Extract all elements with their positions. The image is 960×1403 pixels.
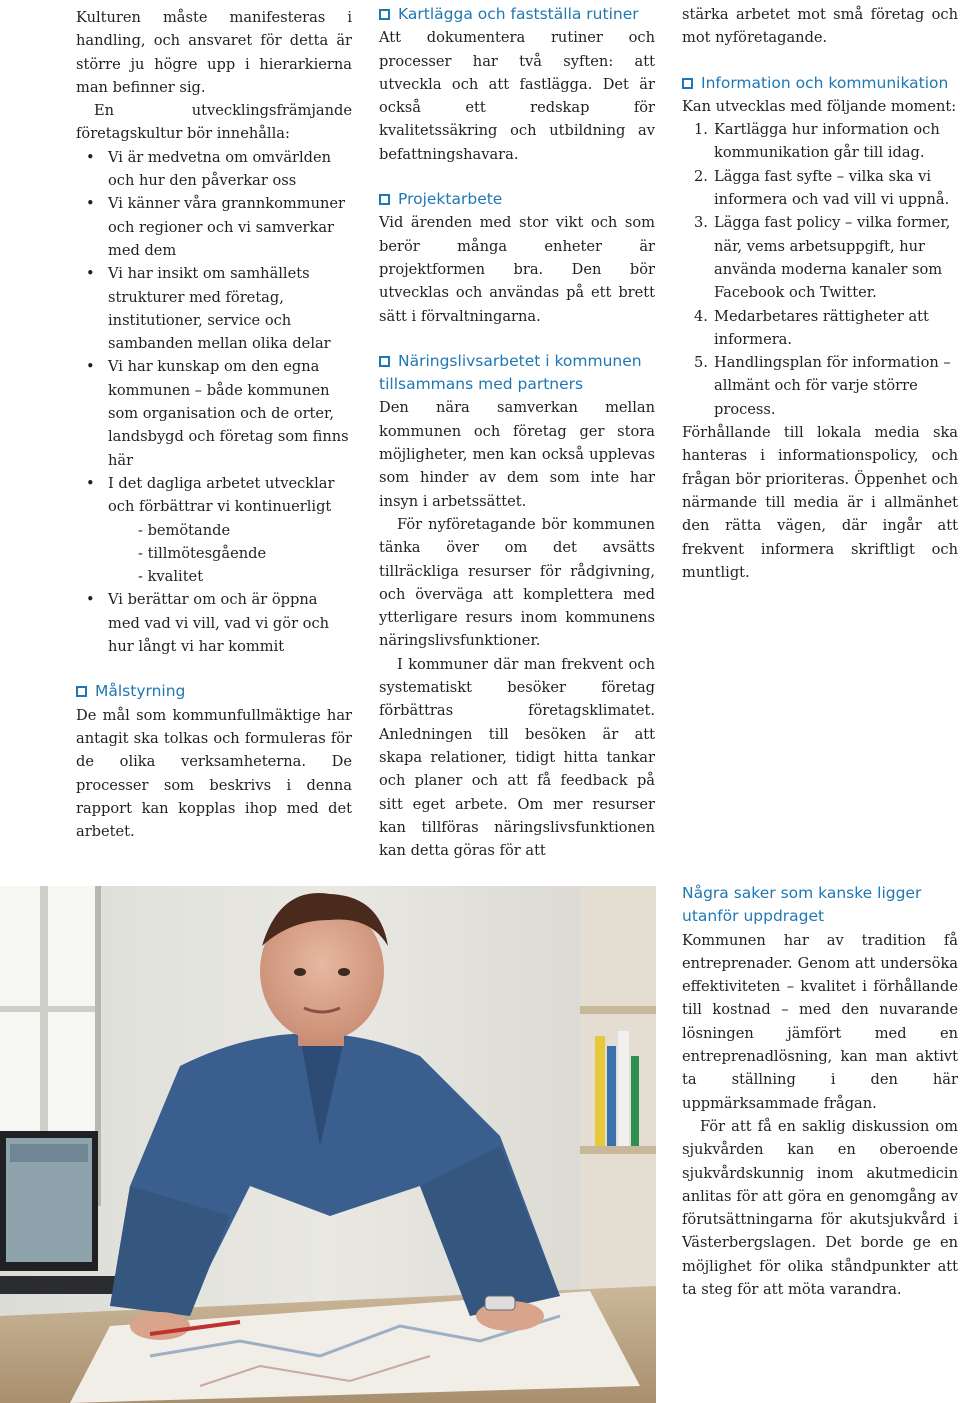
numbered-item [682, 305, 958, 352]
heading-naringsliv [379, 350, 655, 397]
column-3 [682, 3, 958, 584]
heading-projektarbete [379, 188, 655, 211]
numbered-item [682, 211, 958, 304]
item-number: 3. [694, 214, 708, 232]
paragraph-info-intro: Kan utvecklas med följande moment: [682, 97, 957, 115]
item-text: Kartlägga hur information och kommunikation går till idag. [714, 121, 940, 162]
paragraph-side-1: Kommunen har av tradition få entreprenader. Genom att undersöka effektiviteten – kvalitet i förhållande till kostnad – med den nuvarande lösningen jämfört med en entreprenadlösning, kan man aktivt ta ställning i den här uppmärksammade frågan. [682, 931, 958, 1112]
heading-label: Projektarbete [398, 190, 503, 209]
sub-item: - tillmötesgående [138, 544, 267, 562]
bullet-item: • Vi berättar om och är öppna med vad vi vill, vad vi gör och hur långt vi har kommit [76, 588, 352, 658]
sub-item: - kvalitet [138, 568, 204, 586]
checkbox-square-icon [682, 78, 693, 89]
item-number: 2. [694, 167, 708, 185]
bullet-item: • Vi har kunskap om den egna kommunen – både kommunen som organisation och de orter, landsbygd och företag som finns här [76, 355, 352, 471]
checkbox-square-icon [76, 686, 87, 697]
item-number: 4. [694, 307, 708, 325]
checkbox-square-icon [379, 194, 390, 205]
bullet-item: • Vi har insikt om samhällets strukturer med företag, institutioner, service och sambanden mellan olika delar [76, 262, 352, 355]
paragraph-continued: stärka arbetet mot små företag och mot nyföretagande. [682, 6, 958, 47]
culture-bullet-list-end [76, 588, 352, 658]
paragraph-malstyrning: De mål som kommunfullmäktige har antagit ska tolkas och formuleras för de olika verksamheterna. De processer som beskrivs i denna rapport kan kopplas ihop med det arbetet. [76, 706, 352, 841]
culture-sub-list [76, 519, 352, 589]
paragraph-naringsliv-1: Den nära samverkan mellan kommunen och företag ger stora möjligheter, men kan också upplevas som hinder av dem som inte har insyn i arbetssättet. [379, 399, 655, 510]
bullet-item: • I det dagliga arbetet utvecklar och förbättrar vi kontinuerligt [76, 472, 352, 519]
heading-label: Målstyrning [95, 682, 186, 701]
photo-illustration [0, 886, 656, 1403]
item-text: Lägga fast policy – vilka former, när, vems arbetsuppgift, hur använda moderna kanaler som Facebook och Twitter. [714, 214, 951, 302]
photo-man-at-desk [0, 886, 656, 1403]
info-numbered-list [682, 118, 958, 421]
heading-rutiner [379, 3, 655, 26]
culture-bullet-list [76, 146, 352, 519]
paragraph-projektarbete: Vid ärenden med stor vikt och som berör många enheter är projektformen bra. Den bör utvecklas och användas på ett brett sätt i förvaltningarna. [379, 214, 655, 325]
bullet-item: • Vi är medvetna om omvärlden och hur den påverkar oss [76, 146, 352, 193]
numbered-item [682, 165, 958, 212]
column-2 [379, 3, 655, 862]
paragraph-rutiner: Att dokumentera rutiner och processer har två syften: att utveckla och att fastlägga. Det är också ett redskap för kvalitetssäkring och utbildning av befattningshavara. [379, 29, 655, 163]
heading-side: Några saker som kanske ligger utanför uppdraget [682, 884, 922, 926]
bullet-item: • Vi känner våra grannkommuner och regioner och vi samverkar med dem [76, 192, 352, 262]
paragraph-culture-intro: En utvecklingsfrämjande företagskultur bör innehålla: [76, 102, 352, 143]
item-text: Medarbetares rättigheter att informera. [714, 307, 929, 348]
paragraph-info-outro: Förhållande till lokala media ska hanteras i informationspolicy, och frågan bör prioriteras. Öppenhet och närmande till media är i allmänhet den rätta vägen, där ingår att frekvent informera skriftligt och muntligt. [682, 424, 958, 581]
checkbox-square-icon [379, 356, 390, 367]
item-text: Lägga fast syfte – vilka ska vi informera och vad vill vi uppnå. [714, 167, 950, 209]
heading-label: Näringslivsarbetet i kommunen tillsammans med partners [379, 351, 642, 394]
sub-item: - bemötande [138, 521, 231, 539]
heading-label: Information och kommunikation [701, 73, 949, 92]
heading-malstyrning [76, 680, 352, 703]
numbered-item [682, 351, 958, 421]
paragraph-side-2: För att få en saklig diskussion om sjukvården kan en oberoende sjukvårdskunnig inom akutmedicin anlitas för att göra en genomgång av förutsättningarna för akutsjukvård i Västerbergslagen. Det borde ge en möjlighet för olika ståndpunkter att ta steg för att möta varandra. [682, 1117, 958, 1299]
numbered-item [682, 118, 958, 165]
heading-label: Kartlägga och fastställa rutiner [398, 5, 639, 23]
column-1 [76, 6, 352, 843]
heading-information [682, 72, 958, 95]
paragraph-naringsliv-2: För nyföretagande bör kommunen tänka över om det avsätts tillräckliga resurser för rådgivning, och överväga att komplettera med ytterligare resurs inom kommunens näringslivsfunktioner. [379, 515, 655, 650]
checkbox-square-icon [379, 9, 390, 20]
item-text: Handlingsplan för information – allmänt och för varje större process. [714, 354, 951, 418]
paragraph-naringsliv-3: I kommuner där man frekvent och systematiskt besöker företag förbättras företagsklimatet. Anledningen till besöken är att skapa relationer, tidigt hitta tankar och planer och att få feedback på sitt eget arbete. Om mer resurser kan tillföras näringslivsfunktionen kan detta göras för att [379, 655, 655, 860]
item-number: 5. [694, 354, 708, 372]
paragraph-culture: Kulturen måste manifesteras i handling, och ansvaret för detta är större ju högre upp i hierarkierna man befinner sig. [76, 9, 352, 96]
item-number: 1. [694, 121, 708, 139]
side-column [682, 882, 958, 1301]
